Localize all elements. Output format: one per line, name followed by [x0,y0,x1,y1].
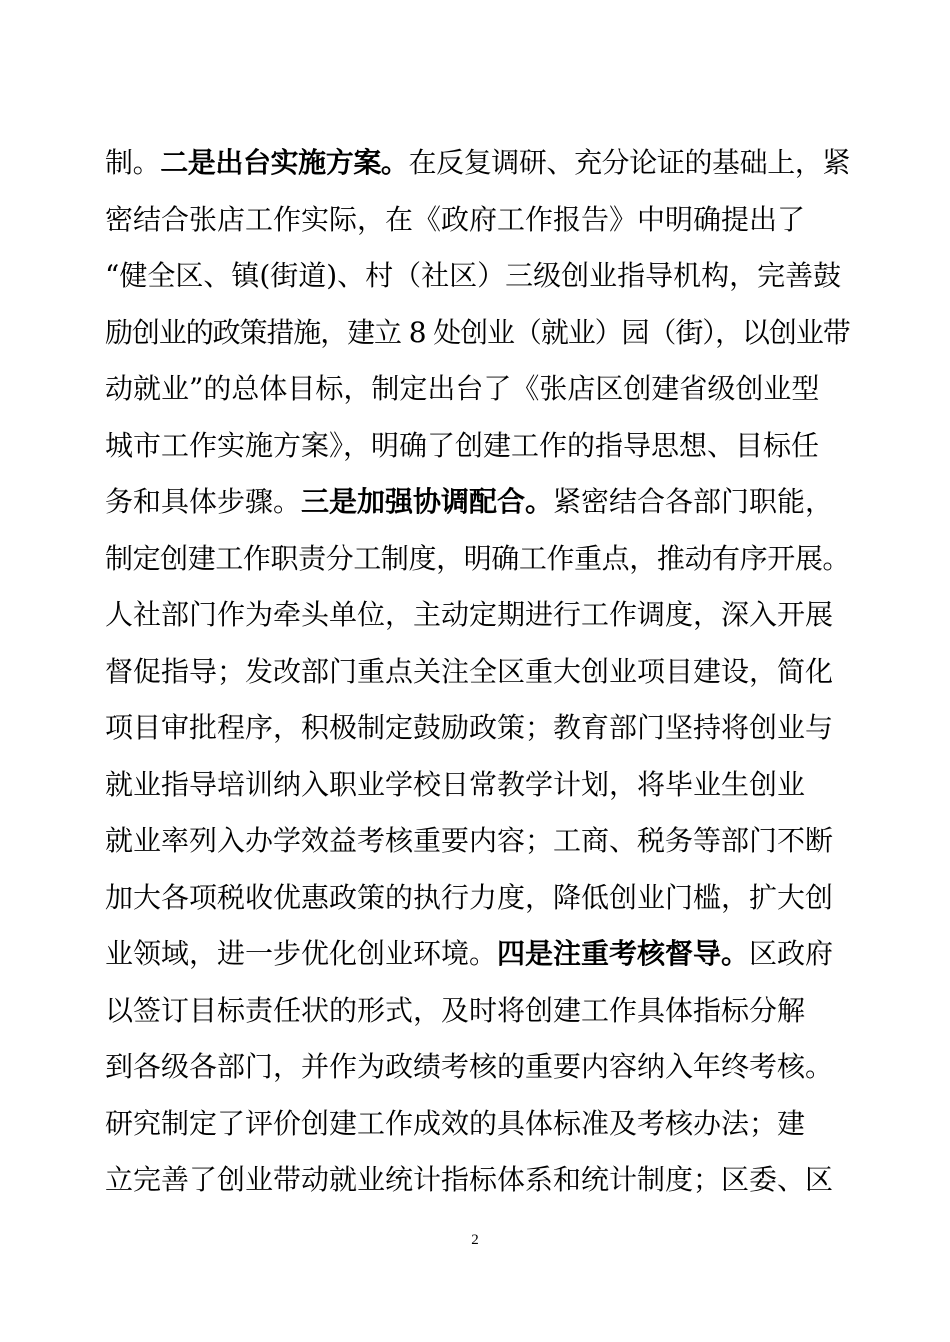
text-segment: 加大各项税收优惠政策的执行力度，降低创业门槛，扩大创 [105,880,834,914]
text-segment: 紧密结合各部门职能， [553,485,834,518]
text-line [105,248,850,305]
text-line [105,587,850,644]
text-segment: 人社部门作为牵头单位，主动定期进行工作调度，深入开展 [105,598,834,631]
text-segment: 立完善了创业带动就业统计指标体系和统计制度；区委、区 [105,1163,834,1196]
text-line [105,135,850,192]
bold-heading-phrase: 三是加强协调配合。 [301,485,554,518]
text-segment: 密结合张店工作实际，在《政府工作报告》中明确提出了 [105,202,806,236]
text-segment: 制。 [105,146,161,179]
text-segment: 研究制定了评价创建工作成效的具体标准及考核办法；建 [105,1106,806,1140]
text-segment: 以签订目标责任状的形式，及时将创建工作具体指标分解 [105,993,806,1027]
text-segment: 城市工作实施方案》，明确了创建工作的指导思想、目标任 [105,428,820,462]
text-line [105,870,850,927]
text-segment: 项目审批程序，积极制定鼓励政策；教育部门坚持将创业与 [105,711,834,744]
text-line [105,813,850,870]
text-segment: “健全区、镇(街道)、村（社区）三级创业指导机构，完善鼓 [105,259,842,292]
text-line [105,1096,850,1153]
bold-heading-phrase: 四是注重考核督导。 [497,937,750,970]
text-segment: 在反复调研、充分论证的基础上，紧 [408,146,851,179]
bold-heading-phrase: 二是出台实施方案。 [160,146,409,179]
text-segment: 就业率列入办学效益考核重要内容；工商、税务等部门不断 [105,824,834,857]
text-segment: 到各级各部门，并作为政绩考核的重要内容纳入年终考核。 [105,1050,834,1083]
text-line [105,361,850,418]
text-segment: 就业指导培训纳入职业学校日常教学计划，将毕业生创业 [105,767,806,801]
text-line [105,983,850,1040]
text-segment: 务和具体步骤。 [105,485,302,518]
text-line [105,192,850,249]
text-segment: 督促指导；发改部门重点关注全区重大创业项目建设，简化 [105,654,834,688]
text-segment: 动就业”的总体目标，制定出台了《张店区创建省级创业型 [105,372,820,405]
body-text [105,135,850,1209]
text-line [105,1039,850,1096]
text-segment: 励创业的政策措施，建立 8 处创业（就业）园（街），以创业带 [105,315,850,349]
text-segment: 制定创建工作职责分工制度，明确工作重点，推动有序开展。 [105,541,851,575]
text-line [105,531,850,588]
text-line [105,474,850,531]
text-line [105,926,850,983]
text-line [105,757,850,814]
text-line [105,418,850,475]
text-line [105,1152,850,1209]
text-segment: 区政府 [749,937,834,970]
text-line [105,305,850,362]
page-number: 2 [471,1232,479,1248]
text-line [105,644,850,701]
text-segment: 业领域，进一步优化创业环境。 [105,937,498,970]
text-line [105,700,850,757]
